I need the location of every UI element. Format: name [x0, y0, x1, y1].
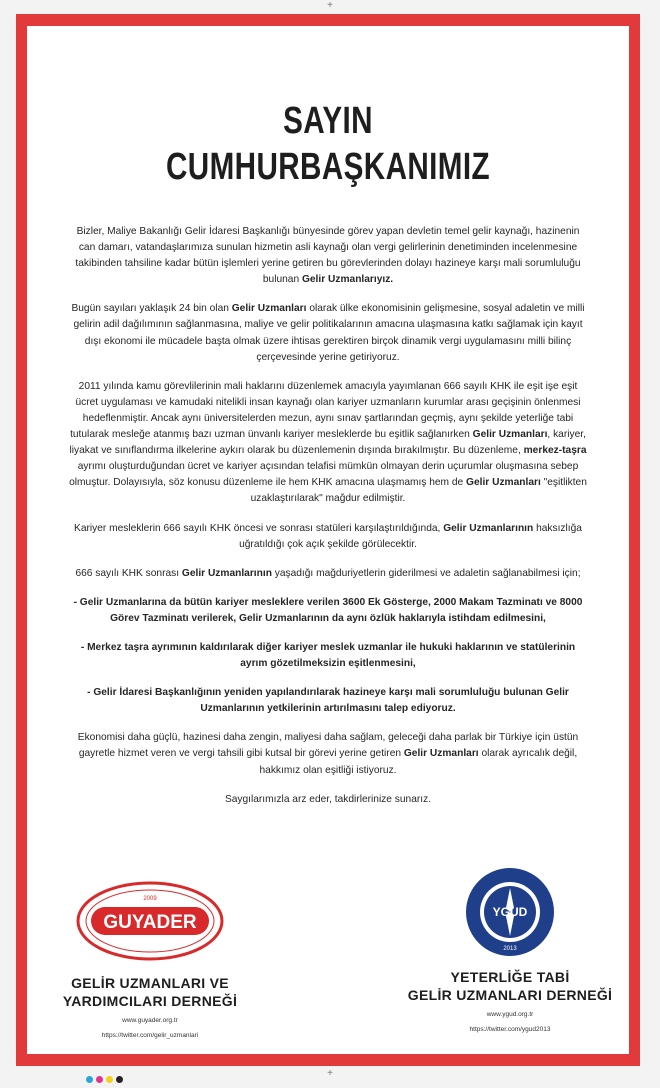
paragraph-3-text-a: 2011 yılında kamu görevlilerinin mali haklarını düzenlemek amacıyla yayımlanan 666 sayılı KHK ile eşit işe eşit ücret uygulaması ve kamudaki nitelikli insan kaynağı olan kariyer uzmanların kurumlar arası geçişinin önlenmesi hedeflenmiştir. Ancak aynı üniversitelerden mezun, aynı sınav şartlarından geçmiş, aynı şekilde yeterliğe tabi tutularak mesleğe atanmış bazı uzman ünvanlı kariyer mesleklerde bu eşitlik sağlanırken [70, 380, 581, 441]
paragraph-3-bold-b: Gelir Uzmanları [472, 429, 548, 441]
letter-body [67, 224, 589, 808]
printer-color-dots [86, 1070, 126, 1088]
signatories [0, 878, 660, 1039]
guyader-website-link[interactable]: www.guyader.org.tr [122, 1017, 178, 1024]
paragraph-2-text-a: Bugün sayıları yaklaşık 24 bin olan [71, 303, 232, 315]
guyader-twitter-link[interactable]: https://twitter.com/gelir_uzmanlari [101, 1032, 199, 1039]
paragraph-4-text-c: haksızlığa uğratıldığı çok açık şekilde görülecektir. [239, 522, 582, 550]
ygud-name-line-1: YETERLİĞE TABİ [450, 969, 570, 985]
paragraph-6 [67, 730, 589, 778]
registration-mark-bottom: + [327, 1068, 333, 1079]
ygud-logo [464, 866, 556, 958]
closing-line: Saygılarımızla arz eder, takdirlerinize sunarız. [224, 793, 432, 805]
paragraph-5 [67, 566, 589, 582]
paragraph-1-bold: Gelir Uzmanlarıyız. [301, 274, 394, 286]
demand-item-1: - Gelir Uzmanlarına da bütün kariyer mesleklere verilen 3600 Ek Gösterge, 2000 Makam Tazminatı ve 8000 Görev Tazminatı verilerek, Gelir Uzmanlarının da aynı özlük haklarıyla istihdam edilmesini, [73, 596, 583, 624]
demand-item-3: - Gelir İdaresi Başkanlığının yeniden yapılandırılarak hazineye karşı mali sorumluluğu bulunan Gelir Uzmanlarının yetkilerinin artırılmasını talep ediyoruz. [87, 687, 569, 715]
demand-item-2: - Merkez taşra ayrımının kaldırılarak diğer kariyer meslek uzmanlar ile hukuki haklarının ve statülerinin ayrım gözetilmeksizin eşitlenmesini, [80, 641, 576, 670]
guyader-logo-year: 2009 [143, 896, 157, 902]
ygud-twitter-link[interactable]: https://twitter.com/ygud2013 [469, 1026, 551, 1033]
paragraph-3-bold-f: Gelir Uzmanları [466, 477, 541, 489]
paragraph-4 [67, 521, 589, 553]
paragraph-1 [67, 224, 589, 288]
ygud-name [380, 968, 640, 1004]
paragraph-3-bold-d: merkez-taşra [523, 445, 587, 457]
paragraph-2 [67, 301, 589, 365]
org-guyader [20, 878, 280, 1040]
paragraph-6-text-c: olarak ayrıcalık değil, hakkımız olan eşitliği istiyoruz. [259, 748, 578, 776]
paragraph-5-text-c: yaşadığı mağduriyetlerin giderilmesi ve adaletin sağlanabilmesi için; [271, 567, 581, 579]
paragraph-4-bold: Gelir Uzmanlarının [443, 522, 534, 534]
registration-mark-top: + [327, 0, 333, 11]
paragraph-2-bold: Gelir Uzmanları [231, 303, 307, 315]
paragraph-6-bold: Gelir Uzmanları [403, 748, 479, 760]
paragraph-5-bold: Gelir Uzmanlarının [181, 567, 272, 579]
paragraph-3 [67, 379, 589, 508]
guyader-name [20, 974, 280, 1010]
paragraph-5-text-a: 666 sayılı KHK sonrası [75, 567, 182, 579]
ygud-website-link[interactable]: www.ygud.org.tr [486, 1011, 534, 1018]
guyader-name-line-2: YARDIMCILARI DERNEĞİ [62, 993, 238, 1009]
ygud-logo-year: 2013 [503, 946, 517, 952]
ygud-logo-text: YGUD [492, 905, 528, 919]
ygud-name-line-2: GELİR UZMANLARI DERNEĞİ [407, 987, 613, 1003]
paragraph-6-text-a: Ekonomisi daha güçlü, hazinesi daha zengin, maliyesi daha sağlam, geleceği daha parlak bir Türkiye için üstün gayretle hizmet veren ve vergi tahsili gibi kutsal bir görevi yerine getiren [77, 732, 579, 760]
paragraph-1-text: Bizler, Maliye Bakanlığı Gelir İdaresi Başkanlığı bünyesinde görev yapan devletin temel gelir kaynağı, hazinenin can damarı, vatandaşlarımıza sunulan hizmetin asli kaynağı olan vergi gelirlerinin denetiminden incelenmesine takibinden tahsiline kadar bütün işlemleri yerine getiren bu görevlerinden dolayı hazineye karşı mali sorumluluğu bulunan [75, 226, 581, 286]
paragraph-3-text-c: , kariyer, liyakat ve sınıflandırma ilkelerine aykırı olarak bu düzenlemenin dışında bırakılmıştır. Bu düzenleme, [69, 429, 586, 457]
paragraph-4-text-a: Kariyer mesleklerin 666 sayılı KHK öncesi ve sonrası statüleri karşılaştırıldığında, [74, 522, 444, 534]
paragraph-2-text-c: olarak ülke ekonomisinin gelişmesine, sosyal adaletin ve milli gelirin adil dağılımının sağlanmasına, maliye ve gelir politikalarının amacına ulaşmasına katkı sağlamak için kayıt dışı ekonomi ile mücadele başta olmak üzere ihtisas gerektiren birçok dinamik vergi uygulamasını milli bilinç çerçevesinde yerine getiriyoruz. [73, 303, 585, 363]
paragraph-3-text-e: ayrımı oluşturduğundan ücret ve kariyer açısından telafisi mümkün olmayan derin uçurumlar oluşmasına sebep olmuştur. Dolayısıyla, söz konusu düzenleme ile hem KHK amacına ulaşmamış hem de [69, 461, 579, 489]
paragraph-3-text-g: "eşitlikten uzaklaştırılarak" mağdur edilmiştir. [250, 477, 587, 505]
guyader-logo [75, 878, 225, 964]
guyader-logo-text: GUYADER [103, 912, 197, 933]
org-ygud [380, 878, 640, 1034]
page-title: SAYIN CUMHURBAŞKANIMIZ [165, 100, 491, 188]
guyader-name-line-1: GELİR UZMANLARI VE [71, 975, 229, 991]
